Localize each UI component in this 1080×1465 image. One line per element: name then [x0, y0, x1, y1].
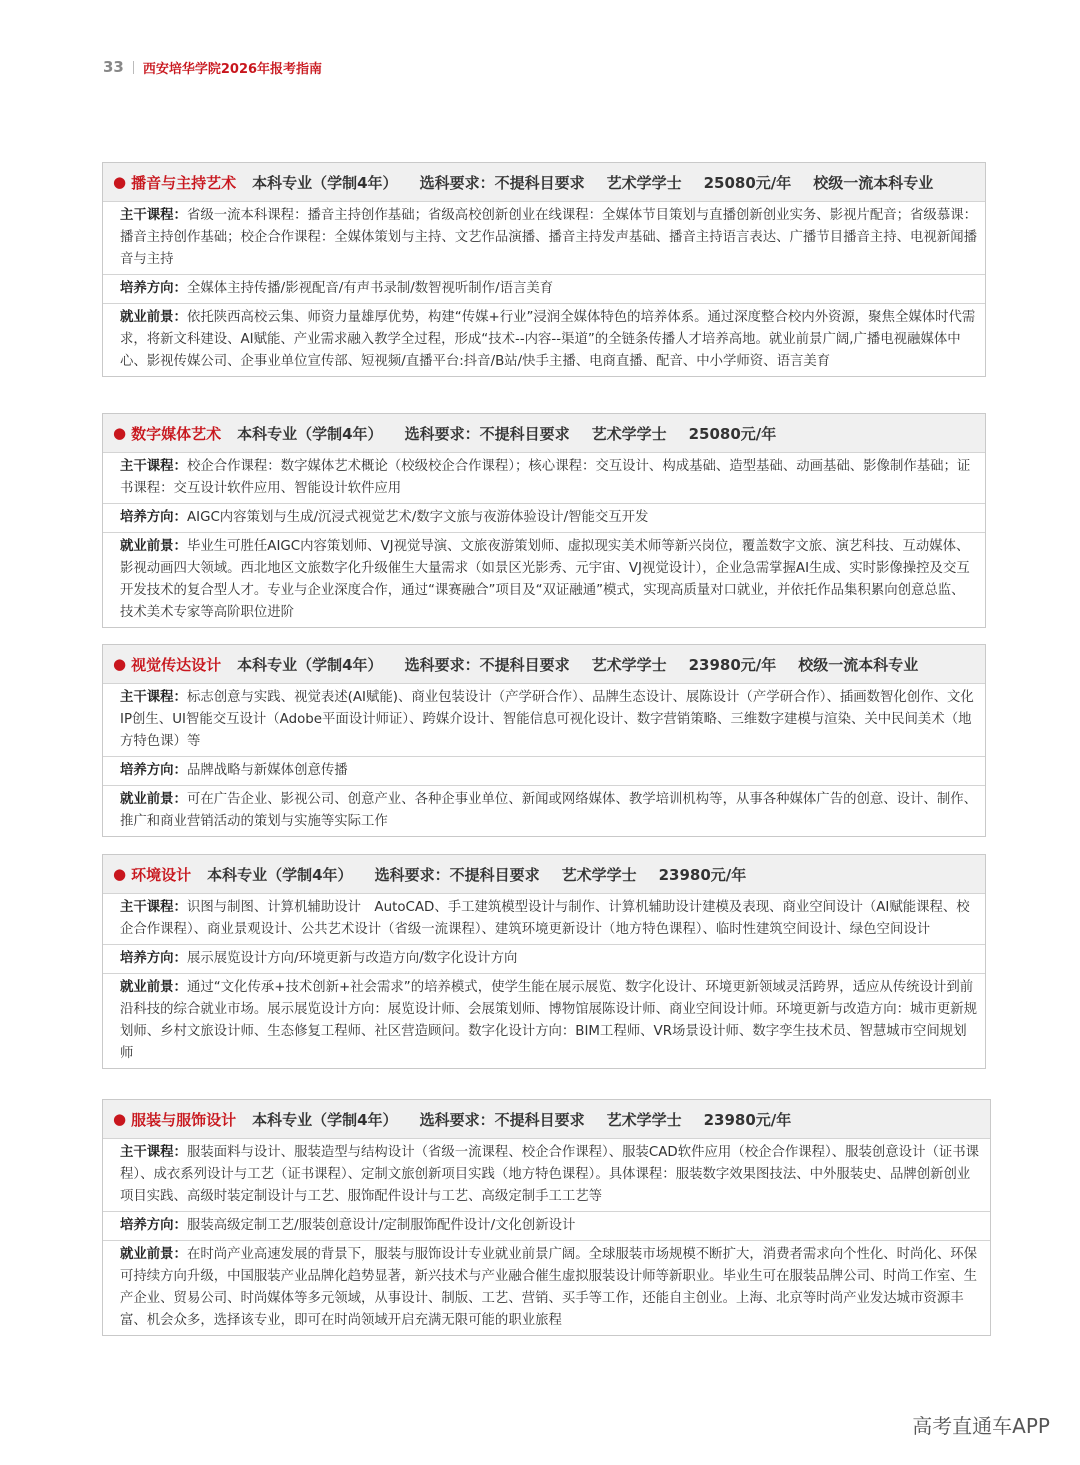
major-level: 本科专业（学制4年） — [252, 173, 398, 192]
major-card-broadcasting — [102, 162, 986, 377]
subject-requirement: 选科要求：不提科目要求 — [419, 1110, 585, 1129]
major-name: 环境设计 — [131, 865, 192, 884]
row-text: 校企合作课程：数字媒体艺术概论（校级校企合作课程）；核心课程：交互设计、构成基础、造型基础、动画基础、影像制作基础；证书课程：交互设计软件应用、智能设计软件应用 — [120, 459, 971, 496]
bullet-icon: ● — [113, 865, 127, 883]
header-divider — [133, 61, 134, 74]
page-header — [103, 56, 322, 78]
major-header — [103, 163, 985, 202]
row-label: 培养方向： — [120, 1218, 187, 1233]
guide-title: 西安培华学院2026年报考指南 — [142, 61, 323, 77]
row-text: 展示展览设计方向/环境更新与改造方向/数字化设计方向 — [186, 951, 518, 966]
degree: 艺术学学士 — [591, 424, 667, 443]
career-prospects-row — [103, 533, 985, 627]
row-label: 就业前景： — [120, 1247, 187, 1262]
row-label: 就业前景： — [120, 980, 187, 995]
major-name: 数字媒体艺术 — [131, 424, 222, 443]
watermark: 高考直通车APP — [912, 1414, 1050, 1438]
degree: 艺术学学士 — [606, 1110, 682, 1129]
row-label: 培养方向： — [120, 281, 187, 296]
row-text: 服装面料与设计、服装造型与结构设计（省级一流课程、校企合作课程）、服装CAD软件应用（校企合作课程）、服装创意设计（证书课程）、成衣系列设计与工艺（证书课程）、定制文旅创新项目实践（地方特色课程）。具体课程：服装数字效果图技法、中外服装史、品牌创新创业项目实践、高级时装定制设计与工艺、服饰配件设计与工艺、高级定制手工工艺等 — [120, 1145, 980, 1204]
bullet-icon: ● — [113, 424, 127, 442]
row-text: 在时尚产业高速发展的背景下，服装与服饰设计专业就业前景广阔。全球服装市场规模不断扩大，消费者需求向个性化、时尚化、环保可持续方向升级，中国服装产业品牌化趋势显著，新兴技术与产业融合催生虚拟服装设计师等新职业。毕业生可在服装品牌公司、时尚工作室、生产企业、贸易公司、时尚媒体等多元领域，从事设计、制版、工艺、营销、买手等工作，还能自主创业。上海、北京等时尚产业发达城市资源丰富、机会众多，选择该专业，即可在时尚领域开启充满无限可能的职业旅程 — [120, 1247, 977, 1328]
row-text: 依托陕西高校云集、师资力量雄厚优势，构建“传媒+行业”浸润全媒体特色的培养体系。通过深度整合校内外资源，聚焦全媒体时代需求，将新文科建设、AI赋能、产业需求融入教学全过程，形成“技术--内容--渠道”的全链条传播人才培养高地。就业前景广阔,广播电视融媒体中心、影视传媒公司、企事业单位宣传部、短视频/直播平台:抖音/B站/快手主播、电商直播、配音、中小学师资、语言美育 — [120, 310, 976, 369]
major-header — [103, 414, 985, 453]
career-prospects-row — [103, 786, 985, 836]
subject-requirement: 选科要求：不提科目要求 — [419, 173, 585, 192]
tuition: 25080元/年 — [703, 173, 792, 192]
row-label: 主干课程： — [120, 1145, 187, 1160]
row-text: 识图与制图、计算机辅助设计 AutoCAD、手工建筑模型设计与制作、计算机辅助设计建模及表现、商业空间设计（AI赋能课程、校企合作课程）、商业景观设计、公共艺术设计（省级一流课程）、建筑环境更新设计（地方特色课程）、临时性建筑空间设计、绿色空间设计 — [120, 900, 970, 937]
major-card-fashion-design — [102, 1099, 991, 1336]
major-level: 本科专业（学制4年） — [237, 424, 383, 443]
tuition: 25080元/年 — [688, 424, 777, 443]
row-text: AIGC内容策划与生成/沉浸式视觉艺术/数字文旅与夜游体验设计/智能交互开发 — [186, 510, 649, 525]
core-courses-row — [103, 1139, 990, 1212]
subject-requirement: 选科要求：不提科目要求 — [404, 424, 570, 443]
row-label: 培养方向： — [120, 510, 187, 525]
row-text: 可在广告企业、影视公司、创意产业、各种企事业单位、新闻或网络媒体、教学培训机构等，从事各种媒体广告的创意、设计、制作、推广和商业营销活动的策划与实施等实际工作 — [120, 792, 977, 829]
major-header — [103, 855, 985, 894]
major-card-visual-communication — [102, 644, 986, 837]
row-text: 品牌战略与新媒体创意传播 — [186, 763, 348, 778]
degree: 艺术学学士 — [606, 173, 682, 192]
career-prospects-row — [103, 304, 985, 376]
honor: 校级一流本科专业 — [798, 655, 919, 674]
major-card-environmental-design — [102, 854, 986, 1069]
major-level: 本科专业（学制4年） — [237, 655, 383, 674]
degree: 艺术学学士 — [561, 865, 637, 884]
row-text: 全媒体主持传播/影视配音/有声书录制/数智视听制作/语言美育 — [186, 281, 554, 296]
row-label: 就业前景： — [120, 539, 187, 554]
career-prospects-row — [103, 974, 985, 1068]
row-label: 培养方向： — [120, 763, 187, 778]
subject-requirement: 选科要求：不提科目要求 — [374, 865, 540, 884]
row-label: 主干课程： — [120, 690, 187, 705]
tuition: 23980元/年 — [688, 655, 777, 674]
training-direction-row — [103, 275, 985, 304]
major-name: 播音与主持艺术 — [131, 173, 237, 192]
row-text: 毕业生可胜任AIGC内容策划师、VJ视觉导演、文旅夜游策划师、虚拟现实美术师等新兴岗位，覆盖数字文旅、演艺科技、互动媒体、影视动画四大领域。西北地区文旅数字化升级催生大量需求（如景区光影秀、元宇宙、VJ视觉设计），企业急需掌握AI生成、实时影像操控及交互开发技术的复合型人才。专业与企业深度合作，通过“课赛融合”项目及“双证融通”模式，实现高质量对口就业，并依托作品集积累向创意总监、技术美术专家等高阶职位进阶 — [120, 539, 970, 620]
training-direction-row — [103, 1212, 990, 1241]
row-text: 通过“文化传承+技术创新+社会需求”的培养模式，使学生能在展示展览、数字化设计、环境更新领域灵活跨界，适应从传统设计到前沿科技的综合就业市场。展示展览设计方向：展览设计师、会展策划师、博物馆展陈设计师、商业空间设计师。环境更新与改造方向：城市更新规划师、乡村文旅设计师、生态修复工程师、社区营造顾问。数字化设计方向：BIM工程师、VR场景设计师、数字孪生技术员、智慧城市空间规划师 — [120, 980, 977, 1061]
career-prospects-row — [103, 1241, 990, 1335]
major-level: 本科专业（学制4年） — [207, 865, 353, 884]
page-number: 33 — [103, 58, 124, 76]
core-courses-row — [103, 684, 985, 757]
subject-requirement: 选科要求：不提科目要求 — [404, 655, 570, 674]
core-courses-row — [103, 453, 985, 504]
major-name: 视觉传达设计 — [131, 655, 222, 674]
core-courses-row — [103, 202, 985, 275]
row-text: 服装高级定制工艺/服装创意设计/定制服饰配件设计/文化创新设计 — [186, 1218, 576, 1233]
core-courses-row — [103, 894, 985, 945]
row-text: 标志创意与实践、视觉表述(AI赋能)、商业包装设计（产学研合作）、品牌生态设计、展陈设计（产学研合作）、插画数智化创作、文化IP创生、UI智能交互设计（Adobe平面设计师证）、跨媒介设计、智能信息可视化设计、数字营销策略、三维数字建模与渲染、关中民间美术（地方特色课）等 — [120, 690, 974, 749]
major-header — [103, 645, 985, 684]
row-label: 主干课程： — [120, 900, 187, 915]
major-card-digital-media — [102, 413, 986, 628]
training-direction-row — [103, 945, 985, 974]
training-direction-row — [103, 504, 985, 533]
degree: 艺术学学士 — [591, 655, 667, 674]
honor: 校级一流本科专业 — [813, 173, 934, 192]
row-label: 主干课程： — [120, 459, 187, 474]
bullet-icon: ● — [113, 1110, 127, 1128]
training-direction-row — [103, 757, 985, 786]
row-label: 主干课程： — [120, 208, 187, 223]
tuition: 23980元/年 — [658, 865, 747, 884]
bullet-icon: ● — [113, 173, 127, 191]
tuition: 23980元/年 — [703, 1110, 792, 1129]
major-name: 服装与服饰设计 — [131, 1110, 237, 1129]
major-level: 本科专业（学制4年） — [252, 1110, 398, 1129]
row-label: 培养方向： — [120, 951, 187, 966]
bullet-icon: ● — [113, 655, 127, 673]
row-label: 就业前景： — [120, 792, 187, 807]
row-text: 省级一流本科课程：播音主持创作基础；省级高校创新创业在线课程：全媒体节目策划与直播创新创业实务、影视片配音；省级慕课：播音主持创作基础；校企合作课程：全媒体策划与主持、文艺作品演播、播音主持发声基础、播音主持语言表达、广播节目播音主持、电视新闻播音与主持 — [120, 208, 977, 267]
major-header — [103, 1100, 990, 1139]
row-label: 就业前景： — [120, 310, 187, 325]
